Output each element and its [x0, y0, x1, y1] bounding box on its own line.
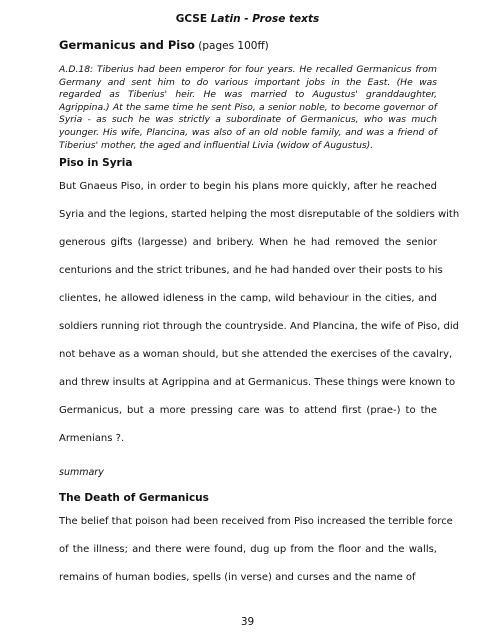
death-of-germanicus-paragraph [59, 515, 453, 599]
text-line: But Gnaeus Piso, in order to begin his plans more quickly, after he reached [59, 181, 437, 192]
piso-in-syria-paragraph [59, 180, 460, 460]
section-title: Germanicus and Piso [59, 38, 195, 52]
section-heading [59, 38, 269, 52]
text-line: Germanicus, but a more pressing care was to attend first (prae-) to the [59, 405, 437, 416]
intro-paragraph: A.D.18: Tiberius had been emperor for four years. He recalled Germanicus from Germany and sent him to do various important jobs in the East. (He was regarded as Tiberius' heir. He was married to Augustus' granddaughter, Agrippina.) At the same time he sent Piso, a senior noble, to become governor of Syria - as such he was strictly a subordinate of Germanicus, who was much younger. His wife, Plancina, was also of an old noble family, and was a friend of Tiberius' mother, the aged and influential Livia (widow of Augustus). [59, 64, 437, 151]
text-line: Syria and the legions, started helping the most disreputable of the soldiers with [59, 209, 460, 220]
section-pages-reference: (pages 100ff) [194, 40, 269, 52]
summary-label: summary [59, 467, 104, 478]
text-line: generous gifts (largesse) and bribery. When he had removed the senior [59, 237, 437, 248]
text-line: The belief that poison had been received from Piso increased the terrible force [59, 516, 453, 527]
text-line: Armenians ?. [59, 433, 125, 444]
text-line: clientes, he allowed idleness in the camp, wild behaviour in the cities, and [59, 293, 437, 304]
text-line: centurions and the strict tribunes, and he had handed over their posts to his [59, 265, 443, 276]
page-number: 39 [240, 616, 255, 628]
death-of-germanicus-heading: The Death of Germanicus [59, 492, 209, 504]
text-line: not behave as a woman should, but she attended the exercises of the cavalry, [59, 349, 453, 360]
text-line: soldiers running riot through the countryside. And Plancina, the wife of Piso, did [59, 321, 459, 332]
running-header-subject: Latin - Prose texts [210, 13, 320, 25]
text-line: of the illness; and there were found, dug up from the floor and the walls, [59, 544, 437, 555]
running-header [0, 13, 495, 25]
running-header-prefix: GCSE [175, 13, 211, 25]
text-line: remains of human bodies, spells (in verse) and curses and the name of [59, 572, 416, 583]
text-line: and threw insults at Agrippina and at Germanicus. These things were known to [59, 377, 456, 388]
piso-in-syria-heading: Piso in Syria [59, 157, 133, 169]
